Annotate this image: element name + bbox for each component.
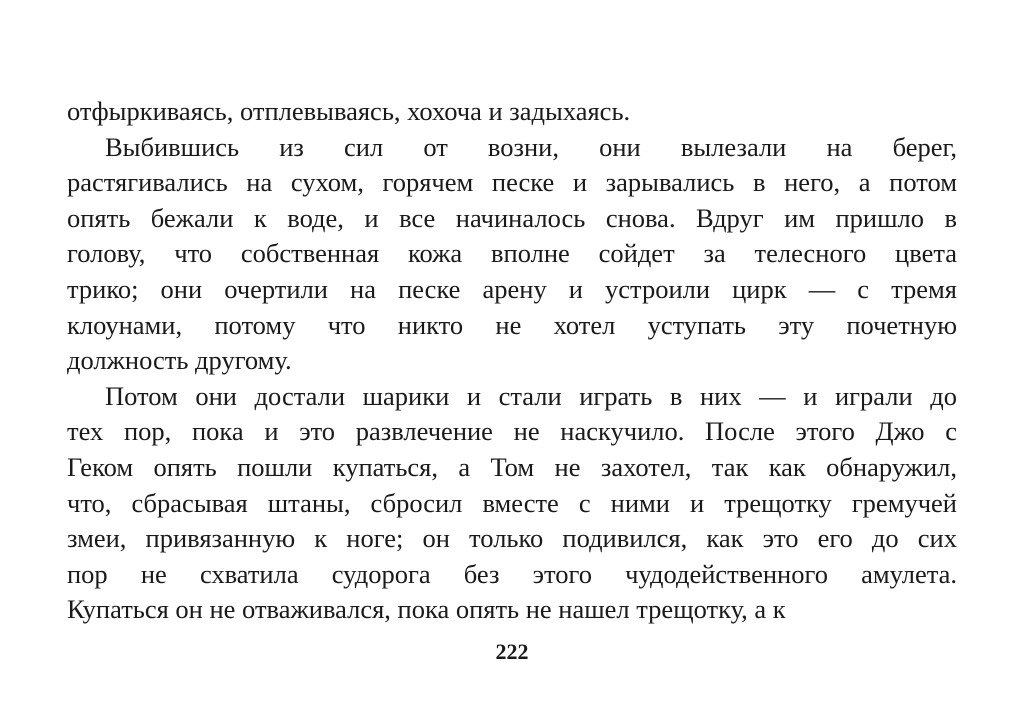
- text-line: Потом они достали шарики и стали играть в них — и играли до: [105, 380, 957, 411]
- text-line: тех пор, пока и это развлечение не наскучило. После этого Джо с: [67, 416, 957, 447]
- text-line: Выбившись из сил от возни, они вылезали на берег,: [105, 131, 957, 162]
- text-line: Купаться он не отваживался, пока опять не нашел трещотку, а к: [67, 594, 786, 625]
- text-line: Геком опять пошли купаться, а Том не захотел, так как обнаружил,: [67, 451, 957, 482]
- text-line: отфыркиваясь, отплевываясь, хохоча и задыхаясь.: [67, 96, 631, 126]
- text-line: опять бежали к воде, и все начиналось снова. Вдруг им пришло в: [67, 202, 957, 233]
- paragraph-1: [67, 94, 957, 130]
- text-line: клоунами, потому что никто не хотел уступать эту почетную: [67, 309, 957, 340]
- text-line: трико; они очертили на песке арену и устроили цирк — с тремя: [67, 273, 957, 304]
- text-line: что, сбрасывая штаны, сбросил вместе с ними и трещотку гремучей: [67, 487, 957, 518]
- paragraph-2: [67, 130, 957, 379]
- body-text: [67, 94, 957, 628]
- text-line: растягивались на сухом, горячем песке и зарывались в него, а потом: [67, 167, 957, 198]
- paragraph-3: [67, 379, 957, 628]
- page-number: 222: [495, 639, 529, 664]
- text-line: должность другому.: [67, 345, 292, 376]
- text-line: пор не схватила судорога без этого чудодейственного амулета.: [67, 558, 957, 589]
- text-line: змеи, привязанную к ноге; он только подивился, как это его до сих: [67, 523, 957, 554]
- text-line: голову, что собственная кожа вполне сойдет за телесного цвета: [67, 238, 957, 269]
